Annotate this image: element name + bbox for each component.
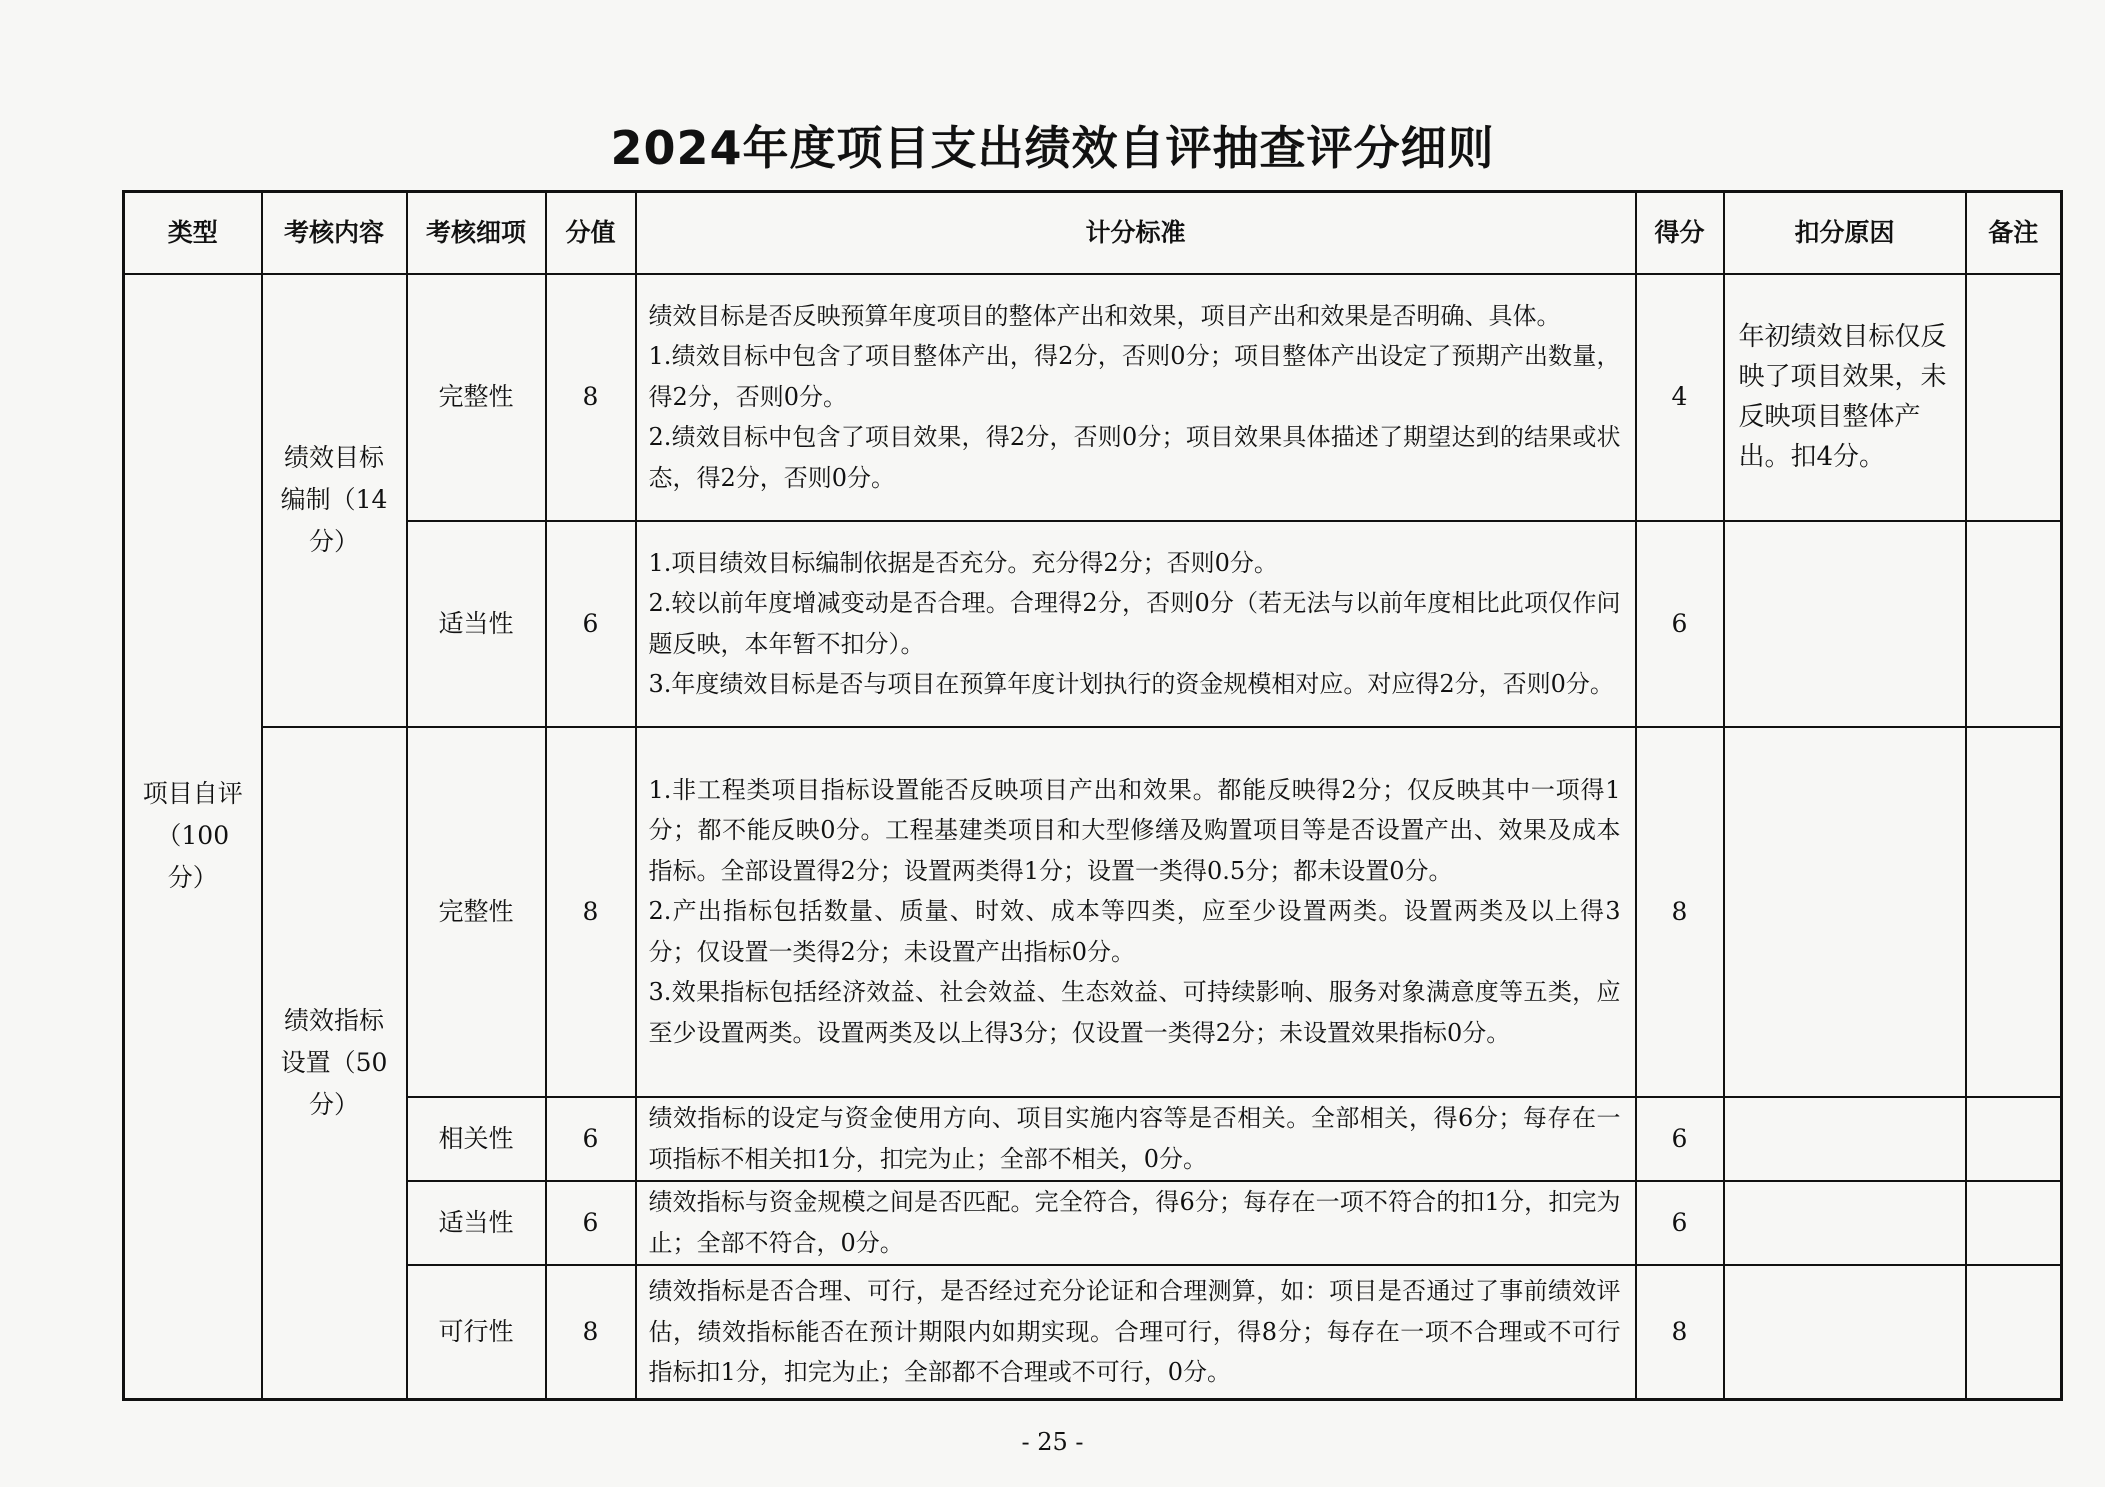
- reason-cell: [1724, 727, 1966, 1097]
- type-label: 项目自评（100分）: [142, 779, 243, 893]
- group-cell: [262, 727, 407, 1400]
- criteria-cell: [636, 1265, 1636, 1400]
- criteria-cell: [636, 727, 1636, 1097]
- header-row: [124, 192, 2062, 274]
- value-cell: 8: [546, 727, 636, 1097]
- type-cell: [124, 274, 262, 1400]
- reason-cell: 年初绩效目标仅反映了项目效果，未反映项目整体产出。扣4分。: [1724, 274, 1966, 521]
- criteria-line: 绩效指标与资金规模之间是否匹配。完全符合，得6分；每存在一项不符合的扣1分，扣完为止；全部不符合，0分。: [648, 1188, 1621, 1257]
- header-score: 得分: [1636, 192, 1724, 274]
- item-cell: 完整性: [407, 727, 546, 1097]
- criteria-line: 1.绩效目标中包含了项目整体产出，得2分，否则0分；项目整体产出设定了预期产出数量，得2分，否则0分。: [648, 342, 1621, 411]
- note-cell: [1966, 1097, 2062, 1181]
- reason-cell: [1724, 1181, 1966, 1265]
- header-criteria: 计分标准: [636, 192, 1636, 274]
- table-row: [124, 1265, 2062, 1400]
- score-cell: 4: [1636, 274, 1724, 521]
- group-label: 绩效目标编制（14分）: [280, 443, 388, 556]
- header-note: 备注: [1966, 192, 2062, 274]
- score-cell: 6: [1636, 1097, 1724, 1181]
- score-cell: 6: [1636, 521, 1724, 727]
- score-cell: 8: [1636, 1265, 1724, 1400]
- note-cell: [1966, 1181, 2062, 1265]
- score-cell: 8: [1636, 727, 1724, 1097]
- header-type: 类型: [124, 192, 262, 274]
- criteria-cell: [636, 521, 1636, 727]
- value-cell: 6: [546, 1097, 636, 1181]
- criteria-line: 1.非工程类项目指标设置能否反映项目产出和效果。都能反映得2分；仅反映其中一项得1分；都不能反映0分。工程基建类项目和大型修缮及购置项目等是否设置产出、效果及成本指标。全部设置得2分；设置两类得1分；设置一类得0.5分；都未设置0分。: [648, 775, 1621, 885]
- note-cell: [1966, 727, 2062, 1097]
- note-cell: [1966, 521, 2062, 727]
- criteria-line: 3.年度绩效目标是否与项目在预算年度计划执行的资金规模相对应。对应得2分，否则0分。: [648, 670, 1614, 698]
- group-label: 绩效指标设置（50分）: [280, 1005, 388, 1119]
- table-row: [124, 1181, 2062, 1265]
- header-item: 考核细项: [407, 192, 546, 274]
- page-title: 2024年度项目支出绩效自评抽查评分细则: [610, 121, 1495, 175]
- table-row: [124, 1097, 2062, 1181]
- criteria-line: 绩效指标的设定与资金使用方向、项目实施内容等是否相关。全部相关，得6分；每存在一项指标不相关扣1分，扣完为止；全部不相关，0分。: [648, 1104, 1621, 1173]
- value-cell: 8: [546, 274, 636, 521]
- criteria-line: 2.较以前年度增减变动是否合理。合理得2分，否则0分（若无法与以前年度相比此项仅作问题反映，本年暂不扣分）。: [648, 589, 1621, 658]
- value-cell: 6: [546, 1181, 636, 1265]
- criteria-cell: [636, 274, 1636, 521]
- item-cell: 完整性: [407, 274, 546, 521]
- criteria-line: 绩效指标是否合理、可行，是否经过充分论证和合理测算，如：项目是否通过了事前绩效评估，绩效指标能否在预计期限内如期实现。合理可行，得8分；每存在一项不合理或不可行指标扣1分，扣完为止；全部都不合理或不可行，0分。: [648, 1277, 1621, 1386]
- header-reason: 扣分原因: [1724, 192, 1966, 274]
- criteria-line: 绩效目标是否反映预算年度项目的整体产出和效果，项目产出和效果是否明确、具体。: [648, 301, 1561, 330]
- item-cell: 可行性: [407, 1265, 546, 1400]
- criteria-cell: [636, 1181, 1636, 1265]
- table-row: [124, 274, 2062, 521]
- note-cell: [1966, 274, 2062, 521]
- item-cell: 相关性: [407, 1097, 546, 1181]
- value-cell: 6: [546, 521, 636, 727]
- reason-cell: [1724, 521, 1966, 727]
- value-cell: 8: [546, 1265, 636, 1400]
- criteria-cell: [636, 1097, 1636, 1181]
- criteria-line: 2.绩效目标中包含了项目效果，得2分，否则0分；项目效果具体描述了期望达到的结果或状态，得2分，否则0分。: [648, 423, 1621, 492]
- table-row: [124, 727, 2062, 1097]
- criteria-line: 1.项目绩效目标编制依据是否充分。充分得2分；否则0分。: [648, 548, 1278, 577]
- score-cell: 6: [1636, 1181, 1724, 1265]
- scoring-table: [122, 190, 2063, 1401]
- page-number: - 25 -: [1021, 1428, 1084, 1456]
- group-cell: [262, 274, 407, 727]
- reason-cell: [1724, 1097, 1966, 1181]
- item-cell: 适当性: [407, 521, 546, 727]
- criteria-line: 3.效果指标包括经济效益、社会效益、生态效益、可持续影响、服务对象满意度等五类，应至少设置两类。设置两类及以上得3分；仅设置一类得2分；未设置效果指标0分。: [648, 978, 1621, 1047]
- item-cell: 适当性: [407, 1181, 546, 1265]
- reason-cell: [1724, 1265, 1966, 1400]
- criteria-line: 2.产出指标包括数量、质量、时效、成本等四类，应至少设置两类。设置两类及以上得3分；仅设置一类得2分；未设置产出指标0分。: [648, 897, 1621, 966]
- note-cell: [1966, 1265, 2062, 1400]
- header-value: 分值: [546, 192, 636, 274]
- header-content: 考核内容: [262, 192, 407, 274]
- table-row: [124, 521, 2062, 727]
